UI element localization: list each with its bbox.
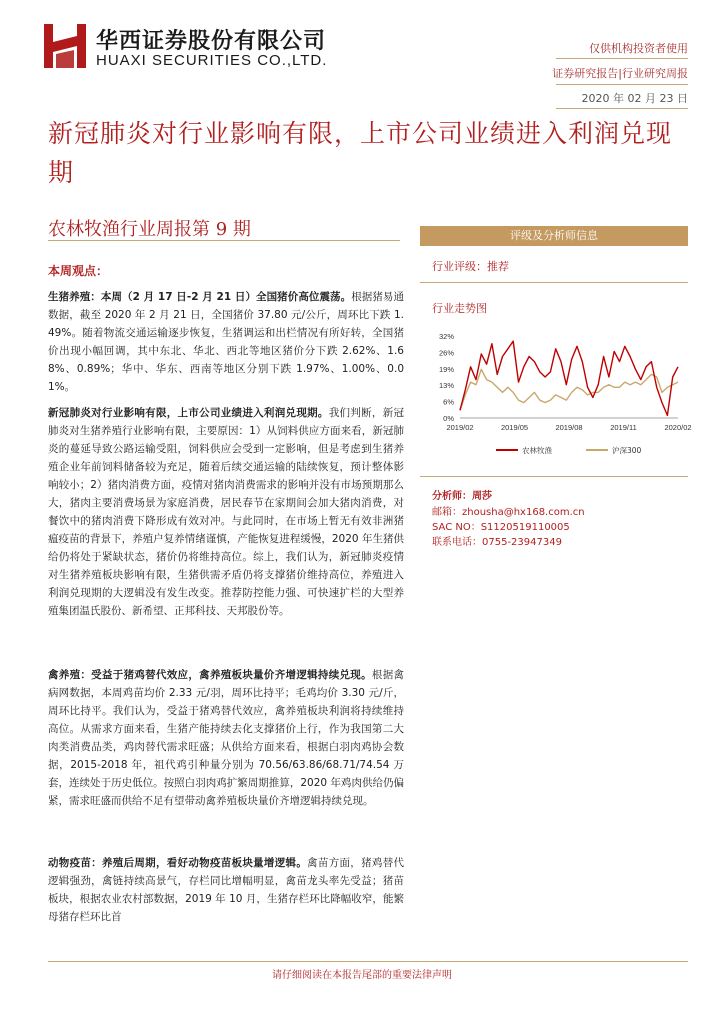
panel-divider (420, 282, 688, 283)
paragraph-lead: 动物疫苗：养殖后周期，看好动物疫苗板块量增逻辑。 (48, 857, 308, 869)
x-tick-label: 2019/02 (446, 423, 474, 432)
x-tick-label: 2019/05 (500, 423, 529, 432)
paragraph-body: 根据禽病网数据，本周鸡苗均价 2.33 元/羽，周环比持平；毛鸡均价 3.30 元/斤，周环比持平。我们认为，受益于猪鸡替代效应，禽养殖板块利润将持续维持高位。从需求方面来看，生猪产能持续去化支撑猪价上行，作为我国第二大肉类消费品类，鸡肉替代需求旺盛；从供给方面来看，根据白羽肉鸡协会数据，2015-2018 年，祖代鸡引种量分别为 70.56/63.86/68.71/74.54 万套，连续处于历史低位。按照白羽肉鸡扩繁周期推算，2020 年鸡肉供给仍偏紧，需求旺盛而供给不足有望带动禽养殖板块量价齐增逻辑持续兑现。 (48, 669, 404, 807)
paragraph-lead: 禽养殖：受益于猪鸡替代效应，禽养殖板块量价齐增逻辑持续兑现。 (48, 669, 372, 681)
panel-header: 评级及分析师信息 (420, 226, 688, 246)
industry-rating: 行业评级：推荐 (432, 260, 509, 273)
paragraph-body: 我们判断，新冠肺炎对生猪养殖行业影响有限，主要原因：1）从饲料供应方面来看，新冠肺炎的蔓延导致公路运输受阻，饲料供应会受到一定影响，但是考虑到生猪养殖企业年前饲料储备较为充足，随着后续交通运输的陆续恢复，预计整体影响较小；2）猪肉消费方面，疫情对猪肉消费需求的影响并没有市场预期那么大，猪肉主要消费场景为家庭消费，居民春节在家期间会加大猪肉消费，对餐饮中的猪肉消费下降形成有效对冲。与此同时，在市场上暂无有效非洲猪瘟疫苗的背景下，养殖户复养情绪谨慎，产能恢复进程缓慢，2020 年生猪供给仍将处于紧缺状态，猪价仍将维持高位。综上，我们认为，新冠肺炎疫情对生猪养殖板块影响有限，生猪供需矛盾仍将支撑猪价维持高位，养殖进入利润兑现期的大逻辑没有发生改变。推荐防控能力强、可快速扩栏的大型养殖集团温氏股份、新希望、正邦科技、天邦股份等。 (48, 407, 404, 617)
x-tick-label: 2019/08 (555, 423, 583, 432)
paragraph-covid-impact (48, 404, 404, 620)
paragraph-lead: 新冠肺炎对行业影响有限，上市公司业绩进入利润兑现期。 (48, 407, 329, 419)
y-tick-label: 32% (438, 332, 454, 341)
company-name-cn: 华西证券股份有限公司 (96, 28, 327, 54)
report-title: 新冠肺炎对行业影响有限，上市公司业绩进入利润兑现期 (48, 119, 673, 187)
report-type: 证券研究报告|行业研究周报 (552, 67, 688, 80)
analyst-phone: 联系电话：0755-23947349 (432, 537, 562, 548)
x-tick-label: 2020/02 (664, 423, 692, 432)
footer-divider (48, 961, 688, 962)
analyst-name: 分析师：周莎 (432, 491, 492, 502)
paragraph-body: 根据猪易通数据，截至 2020 年 2 月 21 日，全国猪价 37.80 元/公斤，周环比下跌 1.49%。随着物流交通运输逐步恢复，生猪调运和出栏情况有所好转，全国猪价出现小幅回调，其中东北、华北、西北等地区猪价分下跌 2.62%、1.68%、0.89%；华中、华东、西南等地区分别下跌 1.97%、1.00%、0.01%。 (48, 291, 404, 393)
paragraph-lead: 生猪养殖：本周（2 月 17 日-2 月 21 日）全国猪价高位震荡。 (48, 291, 352, 303)
x-tick-label: 2019/11 (610, 423, 637, 432)
section-label: 本周观点： (48, 264, 109, 278)
series-line-sector (460, 341, 678, 415)
company-logo (44, 24, 86, 68)
panel-divider (420, 476, 688, 477)
legend-label: 沪深300 (612, 446, 642, 455)
header-divider (556, 84, 688, 85)
series-line-benchmark (460, 369, 678, 410)
y-tick-label: 26% (438, 348, 454, 358)
report-date: 2020 年 02 月 23 日 (581, 92, 688, 105)
legend-label: 农林牧渔 (522, 446, 552, 455)
audience-note: 仅供机构投资者使用 (589, 42, 688, 55)
trend-chart-title: 行业走势图 (432, 302, 487, 315)
header-divider (556, 108, 688, 109)
legal-notice: 请仔细阅读在本报告尾部的重要法律声明 (272, 970, 452, 981)
analyst-email[interactable]: 邮箱：zhousha@hx168.com.cn (432, 507, 585, 518)
paragraph-pig-farming (48, 288, 404, 396)
company-name-en: HUAXI SECURITIES CO.,LTD. (96, 52, 328, 69)
paragraph-vaccine (48, 854, 404, 926)
y-tick-label: 19% (438, 364, 454, 374)
y-tick-label: 0% (443, 414, 454, 423)
header-divider (556, 58, 688, 59)
y-tick-label: 13% (438, 381, 454, 391)
y-tick-label: 6% (443, 397, 454, 407)
trend-chart (426, 322, 692, 472)
paragraph-poultry (48, 666, 404, 810)
subtitle-divider (48, 240, 400, 241)
paragraph-body: 禽苗方面，猪鸡替代逻辑强劲，禽链持续高景气，存栏同比增幅明显，禽苗龙头率先受益；猪苗板块，根据农业农村部数据，2019 年 10 月，生猪存栏环比降幅收窄，能繁母猪存栏环比首 (48, 857, 404, 923)
report-subtitle: 农林牧渔行业周报第 9 期 (48, 219, 251, 240)
analyst-sac: SAC NO：S1120519110005 (432, 522, 570, 533)
